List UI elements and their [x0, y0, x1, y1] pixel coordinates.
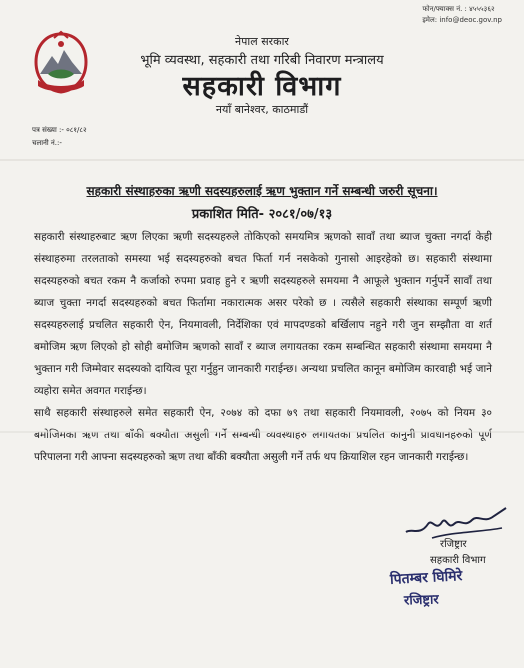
notice-paragraph: सहकारी संस्थाहरुबाट ऋण लिएका ऋणी सदस्यहरुले तोकिएको समयमित्र ऋणको सावाँ तथा ब्याज चुक्ता नगर्दा केही संस्थाहरुमा तरलताको समस्या भई सदस्यहरुको बचत फिर्ता गर्न नसकेको गुनासो आइरहेको छ। सहकारी संस्थामा सदस्यहरुको बचत रकम नै कर्जाको रुपमा प्रवाह हुने र ऋणी सदस्यहरुले समयमा नै आफूले भुक्तान गर्नुपर्ने सावाँ तथा ब्याज चुक्ता नगर्दा सदस्यहरुको बचत फिर्तामा नकारात्मक असर परेको छ । त्यसैले सहकारी संस्थाका सम्पूर्ण ऋणी सदस्यहरुलाई प्रचलित सहकारी ऐन, नियमावली, निर्देशिका एवं मापदण्डको बर्खिलाप नहुने गरी जुन सम्झौता वा शर्त बमोजिम ऋण लिएको हो सोही बमोजिम ऋणको सावाँ र ब्याज लगायतका रकम सम्बन्धित सहकारी संस्थामा समयमा नै भुक्तान गरी जिम्मेवार सदस्यको दायित्व पूरा गर्नुहुन जानकारी गराईन्छ। अन्यथा प्रचलित कानून बमोजिम कारवाही भई जाने व्यहोरा समेत अवगत गराईन्छ। [34, 231, 492, 397]
stamp-role: रजिष्ट्रार [403, 592, 439, 609]
contact-info [422, 4, 502, 26]
notice-body [34, 226, 492, 468]
publish-date: प्रकाशित मिति- २०८१/०७/१३ [191, 207, 333, 222]
government-name: नेपाल सरकार [235, 35, 289, 48]
contact-phone: फोन/फ्याक्स नं. : ४५५५३६२ [422, 5, 495, 13]
reference-block [32, 124, 87, 150]
letter-number: पत्र संख्या :- ०८१/८२ [32, 126, 87, 134]
department-name: सहकारी विभाग [182, 71, 342, 102]
office-location: नयाँ बानेश्वर, काठमाडौं [215, 103, 309, 116]
notice-title: सहकारी संस्थाहरुका ऋणी सदस्यहरुलाई ऋण भुक्तान गर्ने सम्बन्धी जरुरी सूचना। [86, 184, 438, 198]
dispatch-number: चलानी नं.:- [32, 139, 62, 147]
stamp-name: पितम्बर घिमिरे [389, 568, 463, 588]
ministry-name: भूमि व्यवस्था, सहकारी तथा गरिबी निवारण मन्त्रालय [140, 53, 384, 68]
contact-email: इमेल: info@deoc.gov.np [422, 16, 502, 24]
signatory-department: सहकारी विभाग [430, 555, 486, 566]
signatory-role: रजिष्ट्रार [440, 539, 467, 550]
notice-paragraph: साथै सहकारी संस्थाहरुले समेत सहकारी ऐन, २०७४ को दफा ७९ तथा सहकारी नियमावली, २०७५ को नियम ३० बमोजिमका ऋण तथा बाँकी बक्यौता असुली गर्ने सम्बन्धी व्यवस्थाहरु लगायतका प्रचलित कानुनी प्रावधानहरुको पूर्ण परिपालना गरी आफ्ना सदस्यहरुको ऋण तथा बाँकी बक्यौता असुली गर्ने तर्फ थप क्रियाशिल रहन जानकारी गराईन्छ। [34, 407, 492, 463]
